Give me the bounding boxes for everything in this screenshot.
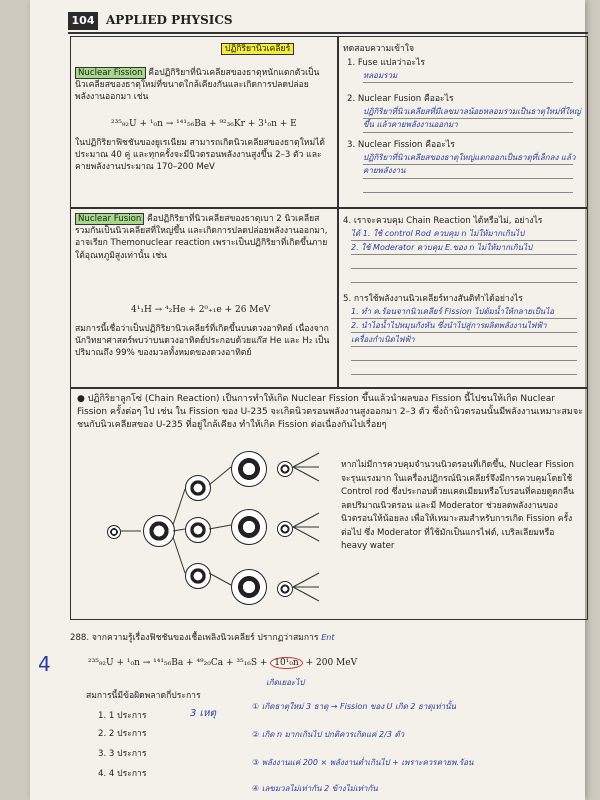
- chain-diagram: [81, 445, 321, 617]
- answer-line: [363, 119, 573, 133]
- fission-body: ในปฏิกิริยาฟิชชันของยูเรเนียม สามารถเกิดนิวเคลียสของธาตุใหม่ได้ประมาณ 40 คู่ และทุกครั้งจะมีนิวตรอนพลังงานสูงขึ้น 2–3 ตัว และคายพลังงานประมาณ 170–200 MeV: [75, 138, 326, 173]
- quiz-a4-2: 2. ใช้ Moderator ควบคุม E.ของ n ไม่ให้มากเกินไป: [351, 243, 533, 252]
- hand-note-2: ② เกิด n มากเกินไป ปกติควรเกิดแค่ 2/3 ตัว: [252, 730, 405, 739]
- answer-line: [351, 347, 577, 361]
- answer-line: [351, 305, 577, 319]
- note-neutron: เกิดเยอะไป: [266, 678, 305, 687]
- fusion-desc: Nuclear Fusion คือปฏิกิริยาที่นิวเคลียสของธาตุเบา 2 นิวเคลียสรวมกันเป็นนิวเคลียสที่ใหญ่ขึ้น และเกิดการปลดปล่อยพลังงานออกมา, อาจเรียก Themonuclear reaction เพราะเป็นปฏิกิริยาที่เกิดขึ้นภายใต้อุณหภูมิสูงเท่านั้น เช่น: [75, 214, 328, 261]
- answer-line: [351, 333, 577, 347]
- fusion-body: สมการนี้เชื่อว่าเป็นปฏิกิริยานิวเคลียร์ที่เกิดขึ้นบนดวงอาทิตย์ เนื่องจากนักวิทยาศาสตร์พบว่าบนดวงอาทิตย์ประกอบด้วยแก๊ส He และ H₂ เป็นปริมาณถึง 99% ของมวลทั้งหมดของดวงอาทิตย์: [75, 324, 330, 359]
- quiz-a3: ปฏิกิริยาที่นิวเคลียสของธาตุใหญ่แตกออกเป็นธาตุที่เล็กลง แล้วคายพลังงาน: [363, 153, 576, 175]
- answer-line: [351, 241, 577, 255]
- quiz-q2: 2. Nuclear Fusion คืออะไร: [347, 94, 454, 104]
- option-1[interactable]: 1. 1 ประการ: [98, 711, 147, 721]
- chosen-answer: 4: [38, 652, 51, 676]
- book-page: [30, 0, 585, 800]
- answer-line: [351, 361, 577, 375]
- section-heading: ปฏิกิริยานิวเคลียร์: [221, 43, 294, 55]
- fission-equation: ²³⁵₉₂U + ¹₀n → ¹⁴¹₅₆Ba + ⁹²₃₆Kr + 3¹₀n + E: [111, 119, 297, 129]
- quiz-q1: 1. Fuse แปลว่าอะไร: [347, 58, 425, 68]
- quiz-q4: 4. เราจะควบคุม Chain Reaction ได้หรือไม่, อย่างไร: [343, 216, 543, 226]
- fission-box: [70, 36, 338, 208]
- quiz-a2: ปฏิกิริยาที่นิวเคลียสที่มีเลขมวลน้อยหลอมรวมเป็นธาตุใหม่ที่ใหญ่ขึ้น แล้วคายพลังงานออกมา: [363, 107, 581, 129]
- q288-prompt: สมการนี้มีข้อผิดพลาดกี่ประการ: [86, 691, 201, 701]
- q288-equation: ²³⁵₉₂U + ¹₀n → ¹⁴¹₅₆Ba + ⁴⁹₂₀Ca + ³⁵₁₆S + 10¹₀n + 200 MeV: [88, 658, 358, 668]
- answer-line: [363, 165, 573, 179]
- option-4[interactable]: 4. 4 ประการ: [98, 769, 147, 779]
- fission-desc: Nuclear Fission คือปฏิกิริยาที่นิวเคลียสของธาตุหนักแตกตัวเป็นนิวเคลียสของธาตุใหม่ที่ขนาดใกล้เคียงกันและเกิดการปลดปล่อยพลังงานออกมา เช่น: [75, 68, 320, 103]
- page-title: APPLIED PHYSICS: [106, 13, 233, 27]
- hand-note-1: ① เกิดธาตุใหม่ 3 ธาตุ → Fission ของ U เกิด 2 ธาตุเท่านั้น: [252, 702, 457, 711]
- quiz-a1: หลอมรวม: [363, 71, 398, 80]
- circled-term: 10¹₀n: [270, 657, 302, 669]
- answer-line: [363, 69, 573, 83]
- fission-term: Nuclear Fission: [75, 67, 146, 79]
- page-header: [68, 12, 588, 34]
- note-reasons: 3 เหตุ: [190, 708, 217, 719]
- hand-note-3: ③ พลังงานแค่ 200 × พลังงานต่ำเกินไป + เพราะควรคายพ.ร้อน: [252, 758, 474, 767]
- quiz-a5-1: 1. ทำ ค.ร้อนจากนิวเคลียร์ Fission ไปต้มน้ำให้กลายเป็นไอ: [351, 307, 555, 316]
- quiz-q3: 3. Nuclear Fission คืออะไร: [347, 140, 455, 150]
- handwritten-note: Ent: [321, 633, 335, 642]
- control-explanation: หากไม่มีการควบคุมจำนวนนิวตรอนที่เกิดขึ้น, Nuclear Fission จะรุนแรงมาก ในเครื่องปฏิกรณ์นิวเคลียร์จึงมีการควบคุมโดยใช้ Control rod ซึ่งประกอบด้วยแคดเมียมหรือโบรอนที่คอยดูดกลืนลดปริมาณนิวตรอน และมี Moderator ช่วยลดพลังงานของนิวตรอนให้น้อยลง เพื่อให้เหมาะสมสำหรับการเกิด Fission ครั้งต่อไป ซึ่ง Moderator ที่ใช้มักเป็นแกรไฟต์, เบริลเลียมหรือ heavy water: [341, 460, 575, 551]
- quiz-box: [338, 36, 588, 208]
- chain-desc: ● ปฏิกิริยาลูกโซ่ (Chain Reaction) เป็นการทำให้เกิด Nuclear Fission ขึ้นแล้วนำผลของ Fission นี้ไปชนให้เกิด Nuclear Fission ครั้งต่อๆ ไป เช่น ใน Fission ของ U-235 จะเกิดนิวตรอนพลังงานสูงออกมา 2–3 ตัว ซึ่งถ้านิวตรอนนั้นมีพลังงานเหมาะสมจะชนกับนิวเคลียสของ U-235 ที่อยู่ใกล้เคียง ทำให้เกิด Fission ต่อเนื่องกันไปเรื่อยๆ: [77, 394, 583, 430]
- answer-line: [351, 227, 577, 241]
- fusion-equation: 4¹₁H → ⁴₂He + 2⁰₊₁e + 26 MeV: [131, 305, 271, 315]
- answer-line: [363, 179, 573, 193]
- quiz-a4-1: ได้ 1. ใช้ control Rod ควบคุม n ไม่ให้มากเกินไป: [351, 229, 525, 238]
- chain-reaction-box: [70, 388, 588, 620]
- option-2[interactable]: 2. 2 ประการ: [98, 729, 147, 739]
- answer-line: [351, 319, 577, 333]
- answer-line: [363, 151, 573, 165]
- quiz-q5: 5. การใช้พลังงานนิวเคลียร์ทางสันติทำได้อย่างไร: [343, 294, 523, 304]
- fusion-term: Nuclear Fusion: [75, 213, 144, 225]
- quiz-a5-2: 2. นำไอน้ำไปหมุนกังหัน ซึ่งนำไปสู่การผลิตพลังงานไฟฟ้า: [351, 321, 547, 330]
- control-box: [338, 208, 588, 388]
- quiz-a5-3: เครื่องกำเนิดไฟฟ้า: [351, 335, 415, 344]
- answer-line: [351, 269, 577, 283]
- page-number: 104: [68, 12, 98, 30]
- hand-note-4: ④ เลขมวลไม่เท่ากัน 2 ข้างไม่เท่ากัน: [252, 784, 378, 793]
- answer-line: [363, 105, 573, 119]
- arrows-icon: [81, 445, 321, 617]
- fusion-box: [70, 208, 338, 388]
- quiz-title: ทดสอบความเข้าใจ: [343, 44, 415, 54]
- option-3[interactable]: 3. 3 ประการ: [98, 749, 147, 759]
- answer-line: [351, 255, 577, 269]
- question-288: 288. จากความรู้เรื่องฟิชชันของเชื้อเพลิงนิวเคลียร์ ปรากฏว่าสมการ Ent: [70, 633, 335, 643]
